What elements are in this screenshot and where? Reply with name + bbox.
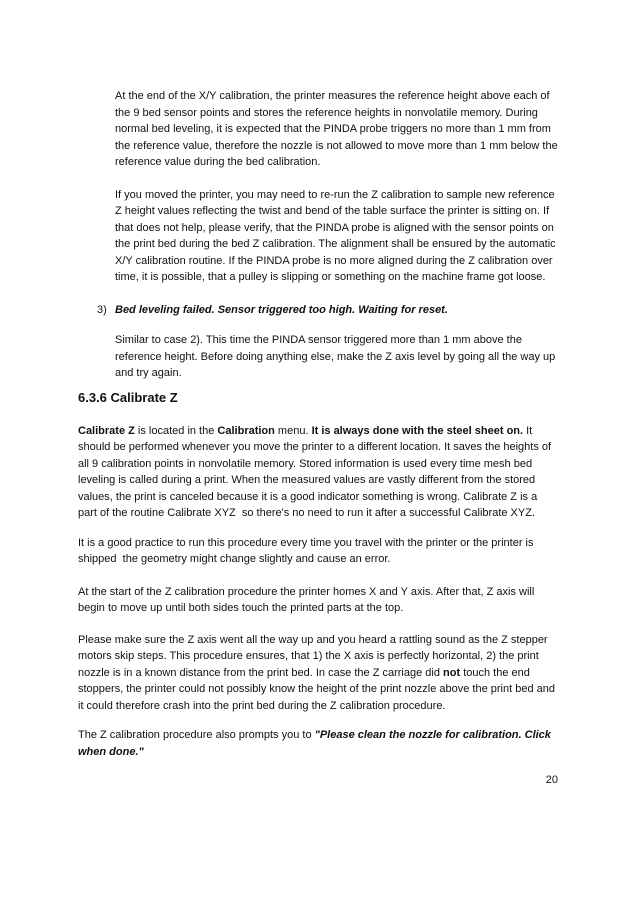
text-run-bold: It is always done with the steel sheet on. <box>311 424 524 437</box>
paragraph-good-practice: It is a good practice to run this procedure every time you travel with the printer or the printer is shipped the geometry might change slightly and cause an error. <box>78 536 537 565</box>
text-run: Please make sure the Z axis went all the way up and you heard a rattling sound as the Z stepper motors skip steps. This procedure ensures, that 1) the X axis is perfectly horizontal, 2) the print nozzle is in a known distance from the print bed. In case the Z carriage did <box>78 633 551 679</box>
text-run-bold: not <box>443 666 461 679</box>
text-run-bold: Calibration <box>217 424 275 437</box>
paragraph-moved-printer: If you moved the printer, you may need to re-run the Z calibration to sample new reference Z height values reflecting the twist and bend of the table surface the printer is sitting on. If that does not help, please verify, that the PINDA probe is aligned with the sensor points on the print bed during the bed Z calibration. The alignment shall be ensured by the automatic X/Y calibration routine. If the PINDA probe is no more aligned during the Z calibration over time, it is possible, that a pulley is slipping or something on the machine frame got loose. <box>115 188 559 283</box>
paragraph-z-calibration-start: At the start of the Z calibration procedure the printer homes X and Y axis. After that, Z axis will begin to move up until both sides touch the printed parts at the top. <box>78 585 538 614</box>
paragraph-calibrate-z-info <box>78 423 558 522</box>
list-item-3 <box>78 302 558 319</box>
list-item-text: Bed leveling failed. Sensor triggered too high. Waiting for reset. <box>115 303 448 316</box>
text-run: The Z calibration procedure also prompts you to <box>78 729 315 741</box>
paragraph-clean-nozzle-prompt <box>78 727 558 760</box>
text-run-bold-italic: "Please clean the nozzle for calibration. Click when done." <box>78 729 554 758</box>
text-run: touch the end stoppers, the printer could not possibly know the height of the print nozzle above the print bed and it could therefore crash into the print bed during the Z calibration procedure. <box>78 666 559 712</box>
paragraph-similar-case: Similar to case 2). This time the PINDA sensor triggered more than 1 mm above the reference height. Before doing anything else, make the Z axis level by going all the way up and try again. <box>115 334 559 379</box>
paragraph-make-sure <box>78 632 558 715</box>
section-heading-calibrate-z: 6.3.6 Calibrate Z <box>78 389 178 405</box>
text-run: It should be performed whenever you move the printer to a different location. It saves the heights of all 9 calibration points in nonvolatile memory. Stored information is used every time mesh bed leveling is called during a print. When the measured values are vastly different from the stored values, the print is canceled because it is a good indicator something is wrong. Calibrate Z is a part of the routine Calibrate XYZ so there's no need to run it after a successful Calibrate XYZ. <box>78 424 555 519</box>
paragraph-xy-calibration: At the end of the X/Y calibration, the printer measures the reference height above each of the 9 bed sensor points and stores the reference heights in nonvolatile memory. During normal bed leveling, it is expected that the PINDA probe triggers no more than 1 mm from the reference value, therefore the nozzle is not allowed to move more than 1 mm below the reference value during the bed calibration. <box>115 90 561 168</box>
text-run: menu. <box>274 424 312 437</box>
text-run-bold: Calibrate Z <box>78 424 135 437</box>
text-run: is located in the <box>134 424 218 437</box>
page-number: 20 <box>545 774 558 786</box>
list-marker: 3) <box>97 303 107 316</box>
